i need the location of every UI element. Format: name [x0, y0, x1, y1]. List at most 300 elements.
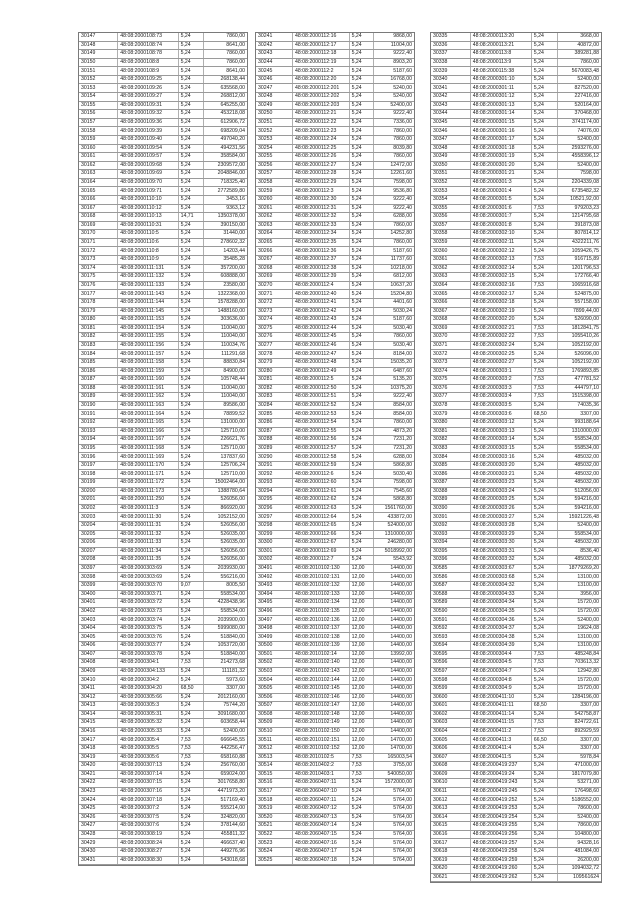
record-amount: 14400,00	[373, 693, 414, 702]
record-amount: 176498,60	[557, 787, 601, 796]
record-id: 30157	[79, 118, 118, 127]
record-id: 30412	[79, 693, 118, 702]
record-id: 30383	[431, 444, 470, 453]
record-code: 48:08:2000113:21	[470, 41, 531, 50]
table-row	[79, 590, 247, 599]
record-amount: 555214,00	[204, 805, 247, 814]
record-amount: 718325,40	[204, 178, 247, 187]
table-row	[256, 719, 414, 728]
record-id: 30380	[431, 419, 470, 428]
table-row	[256, 238, 414, 247]
table-row	[431, 753, 601, 762]
record-code: 48:08:2000411:11	[470, 702, 531, 711]
table-row	[256, 161, 414, 170]
record-rate: 5,24	[178, 93, 204, 102]
table-row	[431, 736, 601, 745]
record-code: 48:08:2010102:131	[292, 573, 349, 582]
record-amount: 526090,00	[557, 316, 601, 325]
table-row	[431, 633, 601, 642]
record-id: 30280	[256, 367, 292, 376]
table-row	[431, 830, 601, 839]
record-code: 48:08:2000304:2	[118, 676, 178, 685]
record-amount: 916715,89	[557, 256, 601, 265]
record-id: 30205	[79, 530, 118, 539]
record-rate: 7,53	[531, 650, 557, 659]
record-rate: 5,24	[178, 667, 204, 676]
record-code: 48:08:2010102:143	[292, 667, 349, 676]
table-row	[79, 350, 247, 359]
record-id: 30342	[431, 93, 470, 102]
record-code: 48:08:2000307:13	[118, 762, 178, 771]
record-code: 48:08:2010102:132	[292, 582, 349, 591]
record-code: 48:08:2000411:15	[470, 719, 531, 728]
record-code: 48:08:2000112:43	[292, 316, 349, 325]
record-amount: 658160,88	[204, 753, 247, 762]
record-id: 30173	[79, 256, 118, 265]
record-amount: 6735482,32	[557, 187, 601, 196]
record-rate: 5,24	[531, 607, 557, 616]
record-amount: 5868,80	[373, 461, 414, 470]
record-code: 48:08:2000112:47	[292, 350, 349, 359]
record-id: 30524	[256, 847, 292, 856]
record-rate: 5,24	[178, 822, 204, 831]
record-code: 48:08:2000111:155	[118, 333, 178, 342]
record-id: 30302	[256, 556, 292, 565]
record-amount: 5999080,00	[204, 624, 247, 633]
record-id: 30271	[256, 290, 292, 299]
table-row	[431, 487, 601, 496]
record-amount: 485032,00	[557, 539, 601, 548]
table-row	[79, 290, 247, 299]
table-row	[79, 178, 247, 187]
table-row	[256, 436, 414, 445]
record-amount: 698209,04	[204, 127, 247, 136]
record-code: 48:08:2000304:1	[118, 659, 178, 668]
record-code: 48:08:2060407:11	[292, 779, 349, 788]
record-amount: 10521,92,00	[557, 195, 601, 204]
record-rate: 5,24	[349, 153, 373, 162]
record-id: 30202	[79, 504, 118, 513]
table-row	[79, 513, 247, 522]
record-rate: 5,24	[178, 33, 204, 41]
table-row	[431, 393, 601, 402]
record-id: 30424	[79, 796, 118, 805]
record-amount: 31440,00	[204, 230, 247, 239]
record-amount: 481084,00	[557, 847, 601, 856]
table-row	[79, 547, 247, 556]
record-code: 48:08:2000111:165	[118, 419, 178, 428]
record-amount: 1055410,26	[557, 333, 601, 342]
record-amount: 14400,00	[373, 590, 414, 599]
record-code: 48:08:2000111:34	[118, 547, 178, 556]
record-id: 30413	[79, 702, 118, 711]
record-id: 30294	[256, 487, 292, 496]
record-code: 48:08:2000303:28	[470, 521, 531, 530]
record-id: 30289	[256, 444, 292, 453]
record-amount: 13100,00	[557, 573, 601, 582]
table-row	[79, 230, 247, 239]
record-code: 48:08:2000108:78	[118, 50, 178, 59]
record-id: 30408	[79, 659, 118, 668]
record-rate: 5,24	[531, 684, 557, 693]
record-id: 30272	[256, 298, 292, 307]
record-code: 48:08:2000301:14	[470, 110, 531, 119]
record-rate: 5,24	[349, 213, 373, 222]
record-id: 30341	[431, 84, 470, 93]
table-row	[431, 401, 601, 410]
record-code: 48:08:2000301:16	[470, 127, 531, 136]
record-code: 48:08:2000305:66	[118, 693, 178, 702]
record-id: 30508	[256, 710, 292, 719]
record-rate: 7,53	[531, 719, 557, 728]
record-id: 30169	[79, 221, 118, 230]
record-code: 48:08:2000111:35	[118, 556, 178, 565]
table-row	[256, 118, 414, 127]
record-amount: 4322211,76	[557, 238, 601, 247]
record-amount: 1322368,00	[204, 290, 247, 299]
record-amount: 111181,32	[204, 667, 247, 676]
record-rate: 5,24	[178, 324, 204, 333]
table-row	[431, 659, 601, 668]
record-code: 48:08:2000301:21	[470, 170, 531, 179]
record-id: 30407	[79, 650, 118, 659]
record-code: 48:08:2060407:14	[292, 822, 349, 831]
table-row	[256, 127, 414, 136]
table-row	[431, 779, 601, 788]
record-rate: 5,24	[178, 316, 204, 325]
record-rate: 12,00	[349, 710, 373, 719]
record-code: 48:08:2000109:31	[118, 101, 178, 110]
record-code: 48:08:2000111:168	[118, 444, 178, 453]
record-amount: 526035,00	[204, 530, 247, 539]
record-rate: 5,24	[178, 770, 204, 779]
table-row	[256, 487, 414, 496]
record-rate: 5,24	[178, 779, 204, 788]
record-id: 30522	[256, 830, 292, 839]
table-row	[431, 727, 601, 736]
record-rate: 5,24	[349, 127, 373, 136]
record-code: 48:08:2000303:2	[470, 376, 531, 385]
record-amount: 23580,00	[204, 281, 247, 290]
table-row	[256, 539, 414, 548]
record-rate: 5,24	[178, 847, 204, 856]
record-rate: 5,24	[349, 187, 373, 196]
record-id: 30156	[79, 110, 118, 119]
record-id: 30204	[79, 521, 118, 530]
record-rate: 5,24	[349, 333, 373, 342]
table-row	[256, 419, 414, 428]
record-id: 30270	[256, 281, 292, 290]
record-code: 48:08:2000112:50	[292, 384, 349, 393]
record-rate: 5,24	[178, 153, 204, 162]
record-amount: 9222,40	[373, 50, 414, 59]
table-column-left	[78, 32, 248, 866]
record-code: 48:08:2000419:245	[470, 787, 531, 796]
table-row	[431, 221, 601, 230]
table-row	[79, 504, 247, 513]
record-id: 30614	[431, 813, 470, 822]
record-amount: 477781,52	[557, 376, 601, 385]
table-row	[431, 247, 601, 256]
record-id: 30164	[79, 178, 118, 187]
record-amount: 6487,60	[373, 367, 414, 376]
record-rate: 5,24	[349, 530, 373, 539]
table-row	[79, 693, 247, 702]
record-rate: 5,24	[531, 847, 557, 856]
record-rate: 7,53	[531, 376, 557, 385]
table-row	[431, 590, 601, 599]
table-row	[431, 376, 601, 385]
record-id: 30397	[79, 564, 118, 573]
table-row	[256, 264, 414, 273]
record-code: 48:08:2000303:4	[470, 393, 531, 402]
record-rate: 5,24	[531, 822, 557, 831]
record-amount: 7860,00	[557, 58, 601, 67]
table-row	[79, 556, 247, 565]
record-id: 30378	[431, 401, 470, 410]
table-row	[256, 650, 414, 659]
record-id: 30620	[431, 865, 470, 874]
record-code: 48:08:2000112:24	[292, 135, 349, 144]
record-amount: 612906,72	[204, 118, 247, 127]
record-rate: 5,24	[349, 461, 373, 470]
record-rate: 5,24	[349, 427, 373, 436]
record-rate: 5,24	[531, 830, 557, 839]
record-code: 48:08:2000111:154	[118, 324, 178, 333]
table-row	[79, 684, 247, 693]
record-amount: 2593276,00	[557, 144, 601, 153]
record-id: 30500	[256, 642, 292, 651]
record-code: 48:08:2000308:27	[118, 847, 178, 856]
record-amount: 594216,00	[557, 496, 601, 505]
record-code: 48:08:2000109:68	[118, 161, 178, 170]
record-code: 48:08:2000419:259	[470, 856, 531, 865]
record-code: 48:08:2000419:24	[470, 770, 531, 779]
record-rate: 5,24	[349, 479, 373, 488]
record-rate: 5,24	[531, 642, 557, 651]
table-row	[79, 582, 247, 591]
record-amount: 268138,44	[204, 75, 247, 84]
record-rate: 5,24	[178, 650, 204, 659]
record-code: 48:08:2000112:25	[292, 144, 349, 153]
record-amount: 7231,20	[373, 436, 414, 445]
record-amount: 5764,00	[373, 822, 414, 831]
record-amount: 13100,00	[557, 582, 601, 591]
record-amount: 8184,00	[373, 350, 414, 359]
record-amount: 5764,00	[373, 805, 414, 814]
table-row	[256, 805, 414, 814]
table-row	[79, 856, 247, 865]
record-id: 30382	[431, 436, 470, 445]
record-rate: 66,50	[531, 736, 557, 745]
table-row	[431, 33, 601, 41]
record-rate: 5,24	[349, 75, 373, 84]
record-rate: 5,24	[178, 290, 204, 299]
record-rate: 5,24	[531, 427, 557, 436]
table-row	[256, 504, 414, 513]
table-row	[431, 496, 601, 505]
record-code: 48:08:2000303:14	[470, 436, 531, 445]
record-rate: 12,00	[349, 590, 373, 599]
record-rate: 5,24	[349, 221, 373, 230]
record-amount: 453218,08	[204, 110, 247, 119]
record-amount: 5187,60	[373, 316, 414, 325]
record-id: 30409	[79, 667, 118, 676]
table-row	[79, 813, 247, 822]
table-row	[79, 727, 247, 736]
record-id: 30244	[256, 58, 292, 67]
record-code: 48:08:2000303:76	[118, 633, 178, 642]
record-amount: 7860,00	[373, 127, 414, 136]
record-rate: 5,24	[531, 153, 557, 162]
record-id: 30517	[256, 787, 292, 796]
record-id: 30599	[431, 684, 470, 693]
record-code: 48:08:2000302:13	[470, 256, 531, 265]
record-amount: 485032,00	[557, 479, 601, 488]
record-amount: 5030,40	[373, 324, 414, 333]
table-row	[256, 599, 414, 608]
record-amount: 52400,00	[557, 75, 601, 84]
record-code: 48:08:2000111:31	[118, 521, 178, 530]
record-code: 48:08:2000301:18	[470, 144, 531, 153]
record-rate: 5,24	[178, 333, 204, 342]
record-rate: 5,24	[178, 762, 204, 771]
record-id: 30370	[431, 333, 470, 342]
record-amount: 1059426,75	[557, 247, 601, 256]
record-id: 30300	[256, 539, 292, 548]
record-id: 30189	[79, 393, 118, 402]
record-rate: 5,24	[349, 110, 373, 119]
record-rate: 5,24	[531, 564, 557, 573]
record-id: 30498	[256, 624, 292, 633]
table-row	[256, 170, 414, 179]
record-amount: 14400,00	[373, 564, 414, 573]
table-row	[256, 684, 414, 693]
record-code: 48:08:2060407:12	[292, 805, 349, 814]
record-id: 30503	[256, 667, 292, 676]
record-code: 48:08:2000111:172	[118, 479, 178, 488]
record-rate: 68,50	[178, 684, 204, 693]
record-amount: 1201796,53	[557, 264, 601, 273]
record-rate: 14,71	[178, 213, 204, 222]
record-amount: 9536,80	[373, 187, 414, 196]
record-id: 30497	[256, 616, 292, 625]
record-id: 30267	[256, 256, 292, 265]
record-code: 48:08:2000112:4	[292, 281, 349, 290]
record-code: 48:08:2000303:26	[470, 504, 531, 513]
record-id: 30375	[431, 376, 470, 385]
record-code: 48:08:2000111:144	[118, 298, 178, 307]
table-row	[256, 204, 414, 213]
table-row	[79, 307, 247, 316]
record-id: 30401	[79, 599, 118, 608]
record-code: 48:08:2000301:15	[470, 118, 531, 127]
table-row	[431, 461, 601, 470]
record-code: 48:08:2000112:63	[292, 504, 349, 513]
record-code: 48:08:2060407:10	[292, 787, 349, 796]
record-rate: 7,53	[531, 393, 557, 402]
record-id: 30385	[431, 461, 470, 470]
record-amount: 512056,00	[557, 487, 601, 496]
record-rate: 5,24	[178, 230, 204, 239]
record-id: 30278	[256, 350, 292, 359]
record-amount: 15035,20	[373, 358, 414, 367]
record-amount: 979203,23	[557, 204, 601, 213]
record-id: 30148	[79, 41, 118, 50]
record-rate: 5,24	[178, 624, 204, 633]
table-row	[431, 599, 601, 608]
record-rate: 5,24	[349, 410, 373, 419]
record-amount: 14400,00	[373, 659, 414, 668]
record-id: 30377	[431, 393, 470, 402]
record-rate: 5,24	[531, 93, 557, 102]
record-amount: 494231,56	[204, 144, 247, 153]
record-code: 48:08:2000112:39	[292, 273, 349, 282]
record-amount: 7545,60	[373, 487, 414, 496]
record-amount: 226621,76	[204, 436, 247, 445]
table-row	[79, 521, 247, 530]
record-code: 48:08:2060407:13	[292, 813, 349, 822]
record-id: 30600	[431, 693, 470, 702]
record-amount: 7336,00	[373, 118, 414, 127]
table-row	[79, 676, 247, 685]
record-code: 48:08:2000108:9	[118, 67, 178, 76]
record-amount: 594216,00	[557, 504, 601, 513]
record-rate: 5,24	[531, 161, 557, 170]
record-amount: 14400,00	[373, 667, 414, 676]
record-amount: 125710,00	[204, 427, 247, 436]
record-amount: 8641,00	[204, 41, 247, 50]
record-code: 48:08:2000111:131	[118, 264, 178, 273]
record-id: 30430	[79, 847, 118, 856]
record-id: 30188	[79, 384, 118, 393]
record-id: 30598	[431, 676, 470, 685]
table-row	[431, 307, 601, 316]
record-id: 30406	[79, 642, 118, 651]
table-row	[431, 796, 601, 805]
record-amount: 10218,00	[373, 264, 414, 273]
record-amount: 485032,00	[557, 461, 601, 470]
record-code: 48:08:2000108:8	[118, 58, 178, 67]
table-row	[256, 470, 414, 479]
record-id: 30590	[431, 607, 470, 616]
record-amount: 3307,00	[557, 744, 601, 753]
record-id: 30516	[256, 779, 292, 788]
record-rate: 5,24	[531, 213, 557, 222]
table-row	[256, 607, 414, 616]
record-rate: 5,24	[178, 401, 204, 410]
record-amount: 14203,44	[204, 247, 247, 256]
record-code: 48:08:2010102:5	[292, 753, 349, 762]
record-amount: 558534,00	[204, 607, 247, 616]
record-id: 30512	[256, 744, 292, 753]
record-code: 48:08:2000303:1	[470, 367, 531, 376]
table-row	[79, 839, 247, 848]
record-rate: 5,24	[531, 839, 557, 848]
record-rate: 5,24	[531, 444, 557, 453]
record-code: 48:08:2000304:4	[470, 650, 531, 659]
table-row	[256, 822, 414, 831]
record-id: 30193	[79, 427, 118, 436]
record-rate: 5,24	[178, 607, 204, 616]
table-row	[256, 393, 414, 402]
record-rate: 5,24	[531, 556, 557, 565]
record-rate: 5,24	[178, 195, 204, 204]
record-rate: 12,00	[349, 633, 373, 642]
record-id: 30290	[256, 453, 292, 462]
record-id: 30607	[431, 753, 470, 762]
record-rate: 5,24	[178, 350, 204, 359]
